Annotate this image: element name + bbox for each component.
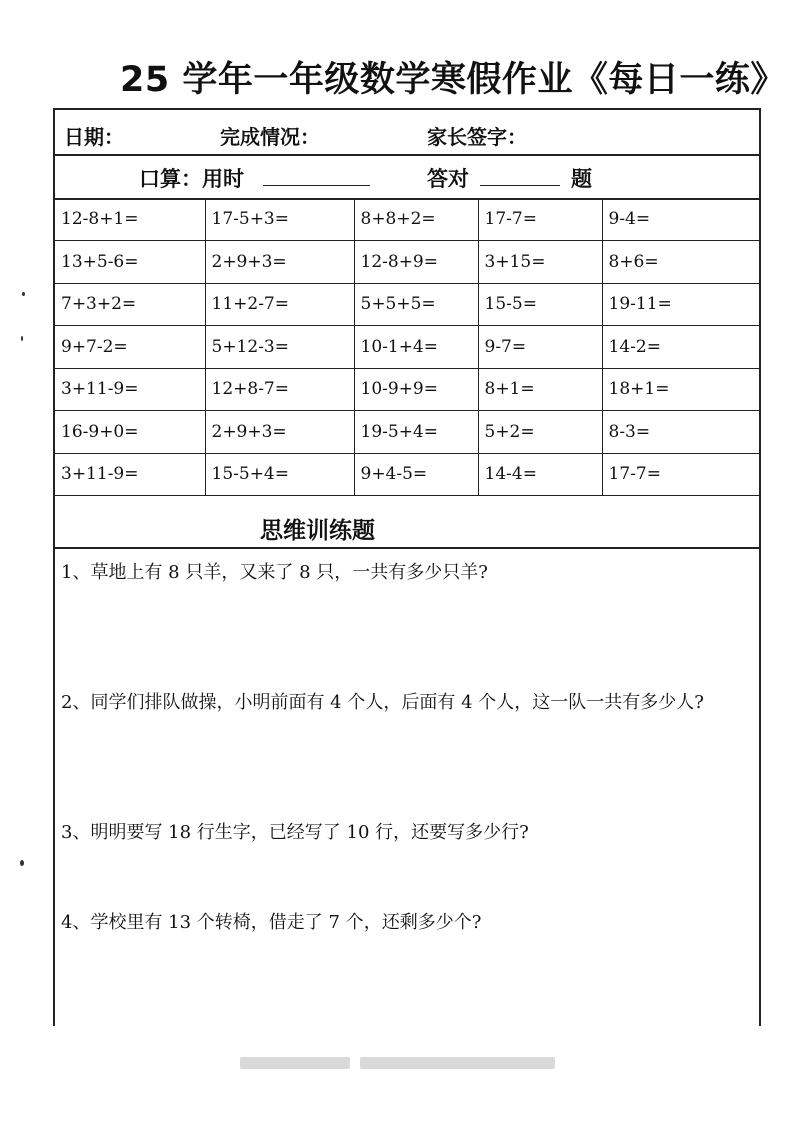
problem-cell[interactable]: 3+11-9= <box>55 368 205 411</box>
arithmetic-grid <box>55 198 759 496</box>
problem-cell[interactable]: 19-11= <box>602 283 759 326</box>
problem-cell[interactable]: 8+6= <box>602 241 759 284</box>
problem-cell[interactable]: 13+5-6= <box>55 241 205 284</box>
correct-blank[interactable] <box>480 185 560 186</box>
problem-cell[interactable]: 9+7-2= <box>55 326 205 369</box>
problem-cell[interactable]: 10-1+4= <box>354 326 478 369</box>
question-1: 1、草地上有 8 只羊，又来了 8 只，一共有多少只羊? <box>61 562 488 583</box>
problem-cell[interactable]: 15-5+4= <box>205 453 354 496</box>
problem-cell[interactable]: 17-7= <box>602 453 759 496</box>
problem-cell[interactable]: 3+15= <box>478 241 602 284</box>
problem-cell[interactable]: 5+5+5= <box>354 283 478 326</box>
problem-cell[interactable]: 14-2= <box>602 326 759 369</box>
worksheet <box>53 108 761 1026</box>
problem-cell[interactable]: 5+2= <box>478 411 602 454</box>
problem-cell[interactable]: 17-7= <box>478 198 602 241</box>
problem-cell[interactable]: 18+1= <box>602 368 759 411</box>
problem-cell[interactable]: 19-5+4= <box>354 411 478 454</box>
problem-row <box>55 326 759 369</box>
oral-time-label: 口算：用时 <box>139 167 244 191</box>
problem-cell[interactable]: 8+1= <box>478 368 602 411</box>
question-unit-label: 题 <box>571 167 592 191</box>
problem-cell[interactable]: 2+9+3= <box>205 241 354 284</box>
problem-row <box>55 368 759 411</box>
problem-cell[interactable]: 15-5= <box>478 283 602 326</box>
problem-cell[interactable]: 5+12-3= <box>205 326 354 369</box>
problem-cell[interactable]: 12-8+1= <box>55 198 205 241</box>
scan-speck <box>21 336 23 341</box>
thinking-section-title: 思维训练题 <box>55 505 759 549</box>
date-label: 日期： <box>64 125 124 149</box>
problem-cell[interactable]: 11+2-7= <box>205 283 354 326</box>
parent-sign-label: 家长签字： <box>427 125 527 149</box>
problem-row <box>55 198 759 241</box>
problem-cell[interactable]: 9-7= <box>478 326 602 369</box>
header-row <box>55 110 759 156</box>
problem-row <box>55 453 759 496</box>
question-4: 4、学校里有 13 个转椅，借走了 7 个，还剩多少个? <box>61 912 482 933</box>
question-3: 3、明明要写 18 行生字，已经写了 10 行，还要写多少行? <box>61 822 529 843</box>
scan-speck <box>22 292 25 296</box>
problem-cell[interactable]: 9-4= <box>602 198 759 241</box>
oral-row <box>55 154 759 200</box>
blurred-footer <box>360 1057 555 1069</box>
problem-cell[interactable]: 14-4= <box>478 453 602 496</box>
problem-cell[interactable]: 2+9+3= <box>205 411 354 454</box>
problem-cell[interactable]: 17-5+3= <box>205 198 354 241</box>
correct-label: 答对 <box>427 167 469 191</box>
time-blank[interactable] <box>263 185 370 186</box>
problem-row <box>55 283 759 326</box>
page-title: 25 学年一年级数学寒假作业《每日一练》 <box>120 60 786 100</box>
question-2: 2、同学们排队做操，小明前面有 4 个人，后面有 4 个人，这一队一共有多少人? <box>61 692 704 713</box>
problem-cell[interactable]: 10-9+9= <box>354 368 478 411</box>
scan-speck <box>20 860 24 866</box>
problem-cell[interactable]: 12+8-7= <box>205 368 354 411</box>
problem-cell[interactable]: 16-9+0= <box>55 411 205 454</box>
problem-cell[interactable]: 7+3+2= <box>55 283 205 326</box>
blurred-footer <box>240 1057 350 1069</box>
problem-cell[interactable]: 3+11-9= <box>55 453 205 496</box>
problem-cell[interactable]: 9+4-5= <box>354 453 478 496</box>
problem-cell[interactable]: 8+8+2= <box>354 198 478 241</box>
problem-cell[interactable]: 8-3= <box>602 411 759 454</box>
problem-cell[interactable]: 12-8+9= <box>354 241 478 284</box>
problem-row <box>55 411 759 454</box>
problem-row <box>55 241 759 284</box>
completion-label: 完成情况： <box>220 125 320 149</box>
